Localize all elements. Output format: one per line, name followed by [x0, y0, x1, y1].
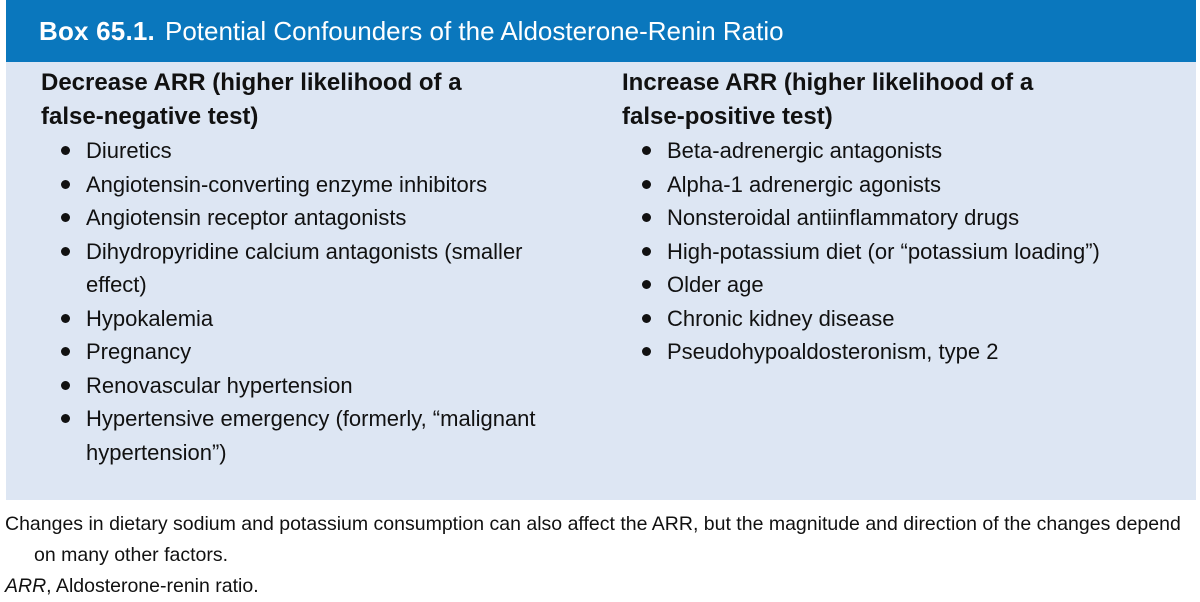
- list-item: Hypertensive emergency (formerly, “malignant hypertension”): [41, 402, 561, 469]
- list-item: Chronic kidney disease: [622, 302, 1182, 336]
- abbreviation-note: [5, 571, 1196, 602]
- box-header: [6, 0, 1196, 62]
- box-label: Box 65.1.: [39, 15, 155, 46]
- decrease-arr-heading-line1: Decrease ARR (higher likelihood of a: [41, 69, 462, 96]
- list-item: Beta-adrenergic antagonists: [622, 134, 1182, 168]
- list-item: Dihydropyridine calcium antagonists (smaller effect): [41, 235, 561, 302]
- list-item: Angiotensin-converting enzyme inhibitors: [41, 168, 561, 202]
- increase-arr-list: [622, 134, 1182, 369]
- decrease-arr-heading-line2: false-negative test): [41, 103, 259, 130]
- list-item: Alpha-1 adrenergic agonists: [622, 168, 1182, 202]
- footnote: [0, 509, 1196, 602]
- abbreviation-term: ARR: [5, 575, 47, 597]
- increase-arr-heading-line2: false-positive test): [622, 103, 833, 130]
- decrease-arr-column: [41, 66, 561, 469]
- decrease-arr-heading: [41, 66, 561, 134]
- list-item: Diuretics: [41, 134, 561, 168]
- box-title: Potential Confounders of the Aldosterone-Renin Ratio: [164, 15, 784, 46]
- list-item: Pregnancy: [41, 335, 561, 369]
- list-item: High-potassium diet (or “potassium loading”): [622, 235, 1182, 269]
- abbreviation-definition: , Aldosterone-renin ratio.: [46, 575, 259, 597]
- list-item: Nonsteroidal antiinflammatory drugs: [622, 201, 1182, 235]
- list-item: Hypokalemia: [41, 302, 561, 336]
- list-item: Pseudohypoaldosteronism, type 2: [622, 335, 1182, 369]
- increase-arr-column: [622, 66, 1182, 369]
- confounders-box: [6, 0, 1196, 500]
- list-item: Angiotensin receptor antagonists: [41, 201, 561, 235]
- footnote-note: Changes in dietary sodium and potassium consumption can also affect the ARR, but the magnitude and direction of the changes depend on many other factors.: [5, 513, 1181, 566]
- list-item: Renovascular hypertension: [41, 369, 561, 403]
- increase-arr-heading: [622, 66, 1182, 134]
- increase-arr-heading-line1: Increase ARR (higher likelihood of a: [622, 69, 1034, 96]
- list-item: Older age: [622, 268, 1182, 302]
- decrease-arr-list: [41, 134, 561, 469]
